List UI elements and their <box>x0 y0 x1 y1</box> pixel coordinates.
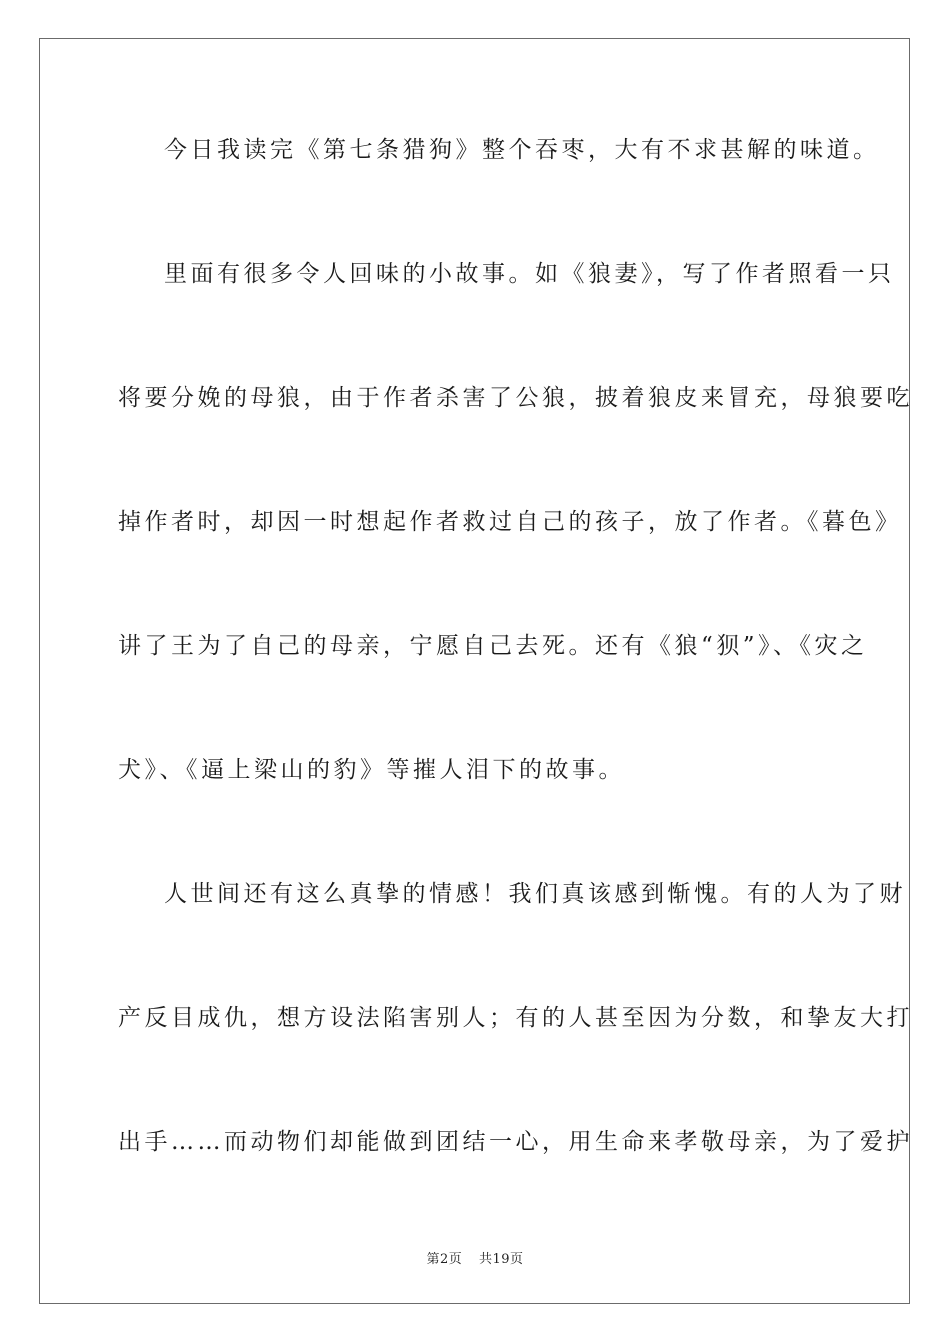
page-footer <box>0 1248 950 1267</box>
paragraph-line: 出手……而动物们却能做到团结一心，用生命来孝敬母亲，为了爱护 <box>118 1129 913 1155</box>
paragraph-line: 今日我读完《第七条猎狗》整个吞枣，大有不求甚解的味道。 <box>164 137 880 163</box>
paragraph-line: 讲了王为了自己的母亲，宁愿自己去死。还有《狼“狈”》、《灾之 <box>118 633 868 659</box>
paragraph-line: 人世间还有这么真挚的情感！我们真该感到惭愧。有的人为了财 <box>164 881 906 907</box>
paragraph-line: 产反目成仇，想方设法陷害别人；有的人甚至因为分数，和挚友大打 <box>118 1005 913 1031</box>
paragraph-line: 将要分娩的母狼，由于作者杀害了公狼，披着狼皮来冒充，母狼要吃 <box>118 385 913 411</box>
paragraph-line: 犬》、《逼上梁山的豹》等摧人泪下的故事。 <box>118 757 625 783</box>
paragraph-line: 里面有很多令人回味的小故事。如《狼妻》，写了作者照看一只 <box>164 261 895 287</box>
page-number-total: 共19页 <box>478 1252 524 1267</box>
paragraph-line: 掉作者时，却因一时想起作者救过自己的孩子，放了作者。《暮色》 <box>118 509 902 535</box>
page-border <box>39 38 913 1304</box>
page-number-current: 第2页 <box>426 1252 463 1267</box>
